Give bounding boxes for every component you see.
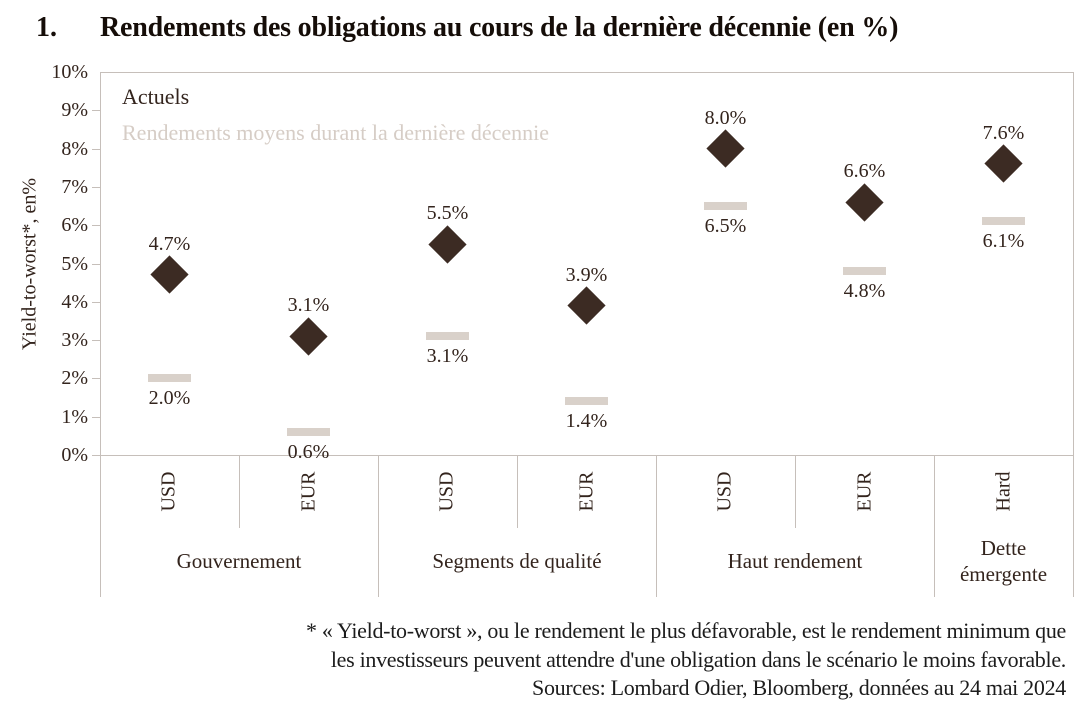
y-axis-title: Yield-to-worst*, en%	[18, 177, 41, 351]
moyen-marker	[704, 202, 747, 210]
y-tick-mark	[92, 417, 100, 418]
x-category-label-text: EUR	[853, 471, 875, 512]
moyen-value-label: 6.1%	[982, 230, 1025, 253]
y-tick-mark	[92, 264, 100, 265]
y-tick-label: 1%	[61, 405, 88, 428]
moyen-marker	[843, 267, 886, 275]
x-category-label	[690, 455, 762, 528]
y-tick-label: 9%	[61, 99, 88, 122]
actuel-value-label: 3.1%	[287, 294, 330, 317]
actuel-marker	[984, 145, 1022, 183]
y-tick-mark	[92, 187, 100, 188]
group-label: Dette émergente	[959, 536, 1048, 586]
y-tick-label: 8%	[61, 137, 88, 160]
actuel-value-label: 7.6%	[982, 121, 1025, 144]
actuel-value-label: 6.6%	[843, 160, 886, 183]
legend-moyens: Rendements moyens durant la dernière décennie	[122, 120, 550, 145]
plot-area	[51, 61, 1073, 466]
moyen-marker	[565, 397, 608, 405]
y-tick-label: 6%	[61, 214, 88, 237]
y-tick-mark	[92, 149, 100, 150]
y-tick-mark	[92, 340, 100, 341]
x-category-label-text: Hard	[991, 471, 1014, 512]
footnote-source-line: Sources: Lombard Odier, Bloomberg, données au 24 mai 2024	[532, 675, 1066, 700]
moyen-value-label: 6.5%	[704, 215, 747, 238]
legend-actuels: Actuels	[122, 84, 190, 109]
x-category-label-text: EUR	[297, 471, 319, 512]
group-label: Segments de qualité	[432, 549, 602, 573]
x-category-label	[968, 455, 1040, 528]
actuel-marker	[289, 317, 327, 355]
group-label: Gouvernement	[176, 549, 302, 573]
moyen-marker	[982, 217, 1025, 225]
footnote-line-2: les investisseurs peuvent attendre d'une obligation dans le scénario le moins favorable.	[330, 646, 1066, 672]
actuel-value-label: 8.0%	[704, 106, 747, 129]
moyen-value-label: 0.6%	[287, 441, 330, 464]
moyen-marker	[148, 374, 191, 382]
y-tick-label: 3%	[61, 329, 88, 352]
page-title: Rendements des obligations au cours de la dernière décennie (en %)	[100, 12, 899, 43]
actuel-marker	[567, 287, 605, 325]
footnote-line-1: * « Yield-to-worst », ou le rendement le plus défavorable, est le rendement minimum que	[306, 618, 1066, 643]
y-tick-label: 4%	[61, 290, 88, 313]
actuel-value-label: 4.7%	[148, 232, 191, 255]
actuel-value-label: 3.9%	[565, 263, 608, 286]
y-tick-label: 2%	[61, 367, 88, 390]
moyen-value-label: 4.8%	[843, 280, 886, 303]
actuel-marker	[706, 130, 744, 168]
group-label: Haut rendement	[727, 549, 863, 573]
x-category-label	[551, 455, 623, 528]
moyen-marker	[426, 332, 469, 340]
actuel-marker	[845, 183, 883, 221]
y-tick-label: 0%	[61, 444, 88, 466]
actuel-value-label: 5.5%	[426, 202, 469, 225]
y-tick-label: 5%	[61, 252, 88, 275]
y-tick-mark	[92, 110, 100, 111]
footnote	[86, 617, 1066, 703]
y-tick-mark	[92, 378, 100, 379]
x-category-label-text: USD	[435, 471, 458, 512]
x-category-label-text: USD	[713, 471, 736, 512]
actuel-marker	[428, 225, 466, 263]
y-tick-label: 10%	[51, 61, 88, 83]
y-tick-mark	[92, 302, 100, 303]
currency-separator-line	[517, 455, 518, 528]
moyen-marker	[287, 428, 330, 436]
x-axis-label-area	[100, 455, 1073, 597]
y-tick-label: 7%	[61, 175, 88, 198]
x-category-label	[829, 455, 901, 528]
x-category-label-text: USD	[157, 471, 180, 512]
moyen-value-label: 1.4%	[565, 410, 608, 433]
x-category-label	[412, 455, 484, 528]
figure-number: 1.	[36, 12, 57, 43]
x-category-label	[134, 455, 206, 528]
chart-header	[0, 8, 1085, 52]
moyen-value-label: 3.1%	[426, 345, 469, 368]
currency-separator-line	[795, 455, 796, 528]
x-category-label-text: EUR	[575, 471, 597, 512]
moyen-value-label: 2.0%	[148, 387, 191, 410]
y-tick-mark	[92, 225, 100, 226]
currency-separator-line	[239, 455, 240, 528]
x-category-label	[273, 455, 345, 528]
actuel-marker	[150, 256, 188, 294]
plot-right-border	[1073, 72, 1074, 597]
